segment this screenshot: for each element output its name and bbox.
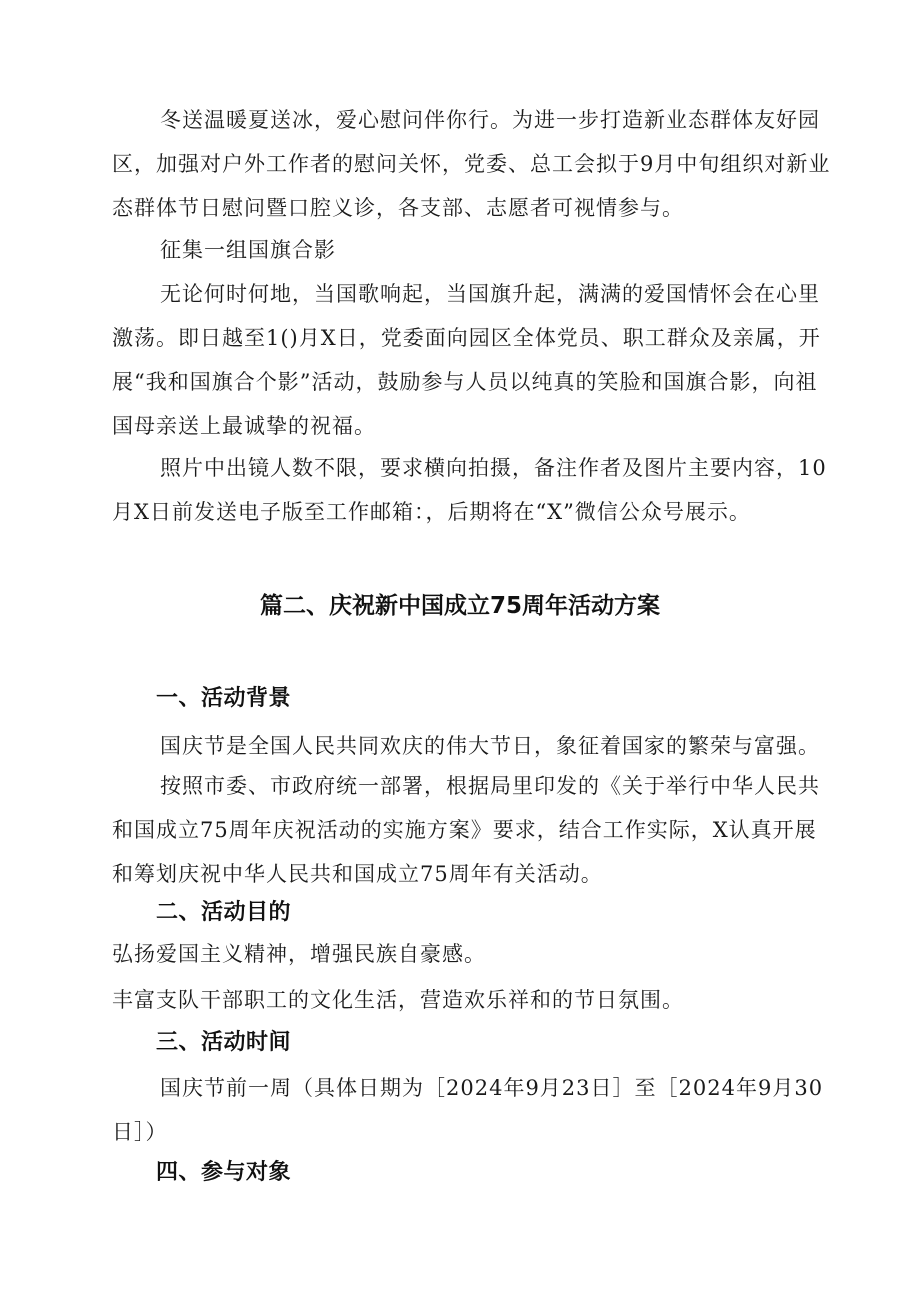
heading-activity-background: 一、活动背景 xyxy=(156,686,292,711)
paragraph-purpose-2: 丰富支队干部职工的文化生活，营造欢乐祥和的节日氛围。 xyxy=(112,988,684,1012)
heading-activity-purpose: 二、活动目的 xyxy=(156,900,292,925)
paragraph-background-2: 按照市委、市政府统一部署，根据局里印发的《关于举行中华人民共和国成立75周年庆祝活动的实施方案》要求，结合工作实际，X认真开展和筹划庆祝中华人民共和国成立75周年有关活动。 xyxy=(112,774,820,886)
paragraph-background-1: 国庆节是全国人民共同欢庆的伟大节日，象征着国家的繁荣与富强。 xyxy=(160,734,820,758)
paragraph-winter-summer-care: 冬送温暖夏送冰，爱心慰问伴你行。为进一步打造新业态群体友好园区，加强对户外工作者的慰问关怀，党委、总工会拟于9月中旬组织对新业态群体节日慰问暨口腔义诊，各支部、志愿者可视情参与。 xyxy=(112,108,831,220)
paragraph-national-anthem: 无论何时何地，当国歌响起，当国旗升起，满满的爱国情怀会在心里激荡。即日越至1()月X日，党委面向园区全体党员、职工群众及亲属，开展“我和国旗合个影”活动，鼓励参与人员以纯真的笑脸和国旗合影，向祖国母亲送上最诚挚的祝福。 xyxy=(112,282,821,438)
heading-participants: 四、参与对象 xyxy=(156,1160,292,1185)
document-title: 篇二、庆祝新中国成立75周年活动方案 xyxy=(259,593,660,619)
paragraph-purpose-1: 弘扬爱国主义精神，增强民族自豪感。 xyxy=(112,942,486,966)
paragraph-activity-time: 国庆节前一周（具体日期为［2024年9月23日］至［2024年9月30日］） xyxy=(112,1076,824,1144)
heading-activity-time: 三、活动时间 xyxy=(156,1030,292,1055)
subheading-flag-photo: 征集一组国旗合影 xyxy=(160,238,336,262)
paragraph-photo-rules: 照片中出镜人数不限，要求横向拍摄，备注作者及图片主要内容，10月X日前发送电子版至工作邮箱：，后期将在“X”微信公众号展示。 xyxy=(112,456,827,524)
